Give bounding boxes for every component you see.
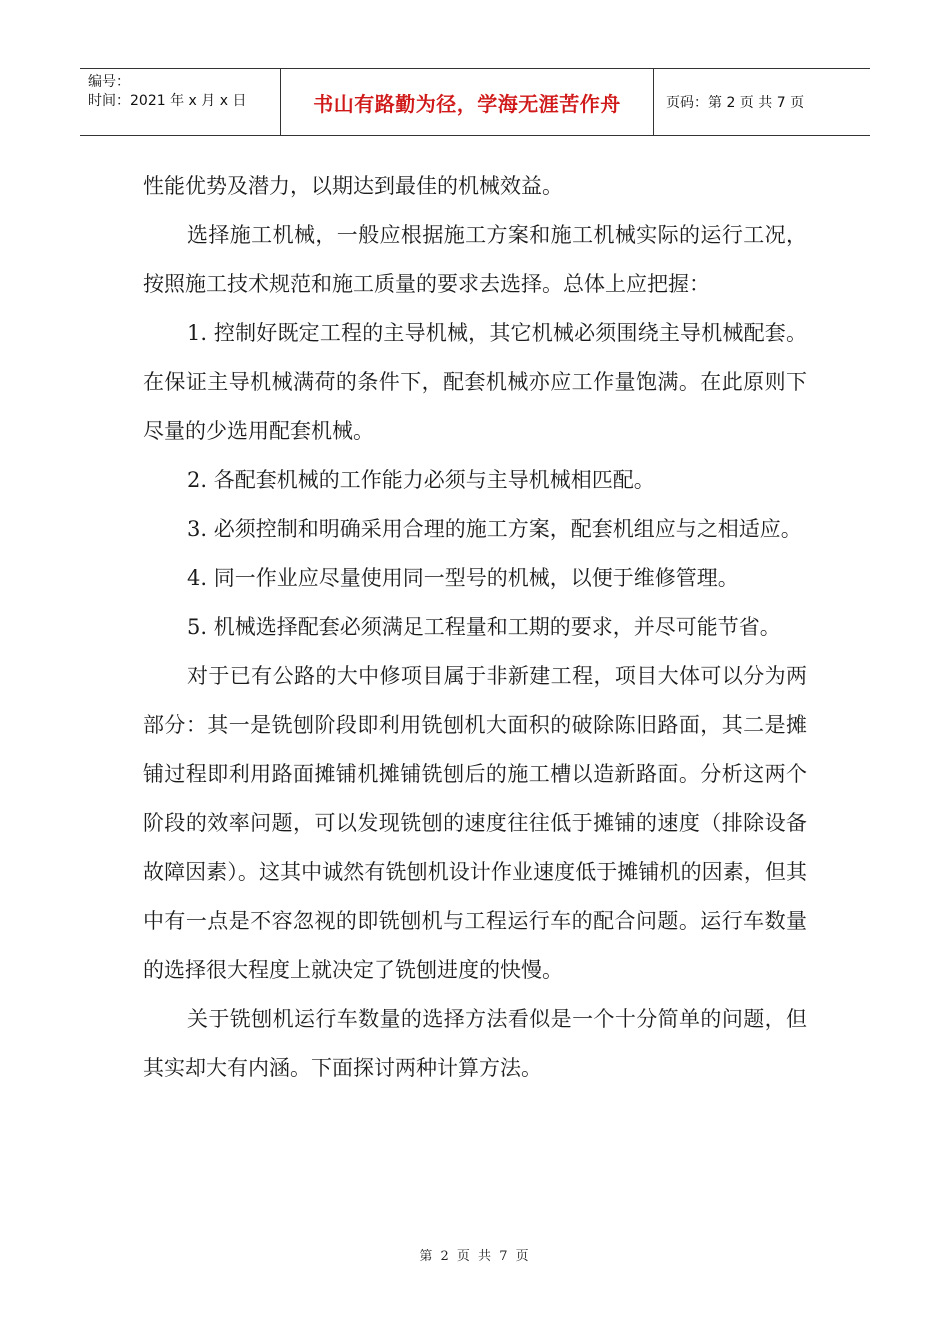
document-header <box>80 68 870 136</box>
document-number-label: 编号： <box>88 74 130 90</box>
list-item-2: 2. 各配套机械的工作能力必须与主导机械相匹配。 <box>187 468 655 492</box>
body-paragraph: 对于已有公路的大中修项目属于非新建工程，项目大体可以分为两部分：其一是铣刨阶段即利用铣刨机大面积的破除陈旧路面，其二是摊铺过程即利用路面摊铺机摊铺铣刨后的施工槽以造新路面。分析这两个阶段的效率问题，可以发现铣刨的速度往往低于摊铺的速度（排除设备故障因素）。这其中诚然有铣刨机设计作业速度低于摊铺机的因素，但其中有一点是不容忽视的即铣刨机与工程运行车的配合问题。运行车数量的选择很大程度上就决定了铣刨进度的快慢。 <box>143 664 807 982</box>
body-paragraph: 关于铣刨机运行车数量的选择方法看似是一个十分简单的问题，但其实却大有内涵。下面探讨两种计算方法。 <box>143 1007 807 1080</box>
body-paragraph: 性能优势及潜力，以期达到最佳的机械效益。 <box>143 174 563 198</box>
header-meta-cell <box>80 69 281 135</box>
document-date-label: 时间：2021 年 x 月 x 日 <box>88 93 247 109</box>
header-page-info: 页码：第 2 页 共 7 页 <box>666 95 805 111</box>
page-footer: 第 2 页 共 7 页 <box>419 1249 531 1264</box>
header-motto: 书山有路勤为径，学海无涯苦作舟 <box>281 69 654 135</box>
list-item-1: 1. 控制好既定工程的主导机械，其它机械必须围绕主导机械配套。在保证主导机械满荷的条件下，配套机械亦应工作量饱满。在此原则下尽量的少选用配套机械。 <box>143 321 807 443</box>
body-paragraph: 选择施工机械，一般应根据施工方案和施工机械实际的运行工况，按照施工技术规范和施工质量的要求去选择。总体上应把握： <box>143 223 807 296</box>
list-item-5: 5. 机械选择配套必须满足工程量和工期的要求，并尽可能节省。 <box>187 615 781 639</box>
list-item-4: 4. 同一作业应尽量使用同一型号的机械，以便于维修管理。 <box>187 566 739 590</box>
document-body <box>143 162 807 1093</box>
list-item-3: 3. 必须控制和明确采用合理的施工方案，配套机组应与之相适应。 <box>187 517 802 541</box>
